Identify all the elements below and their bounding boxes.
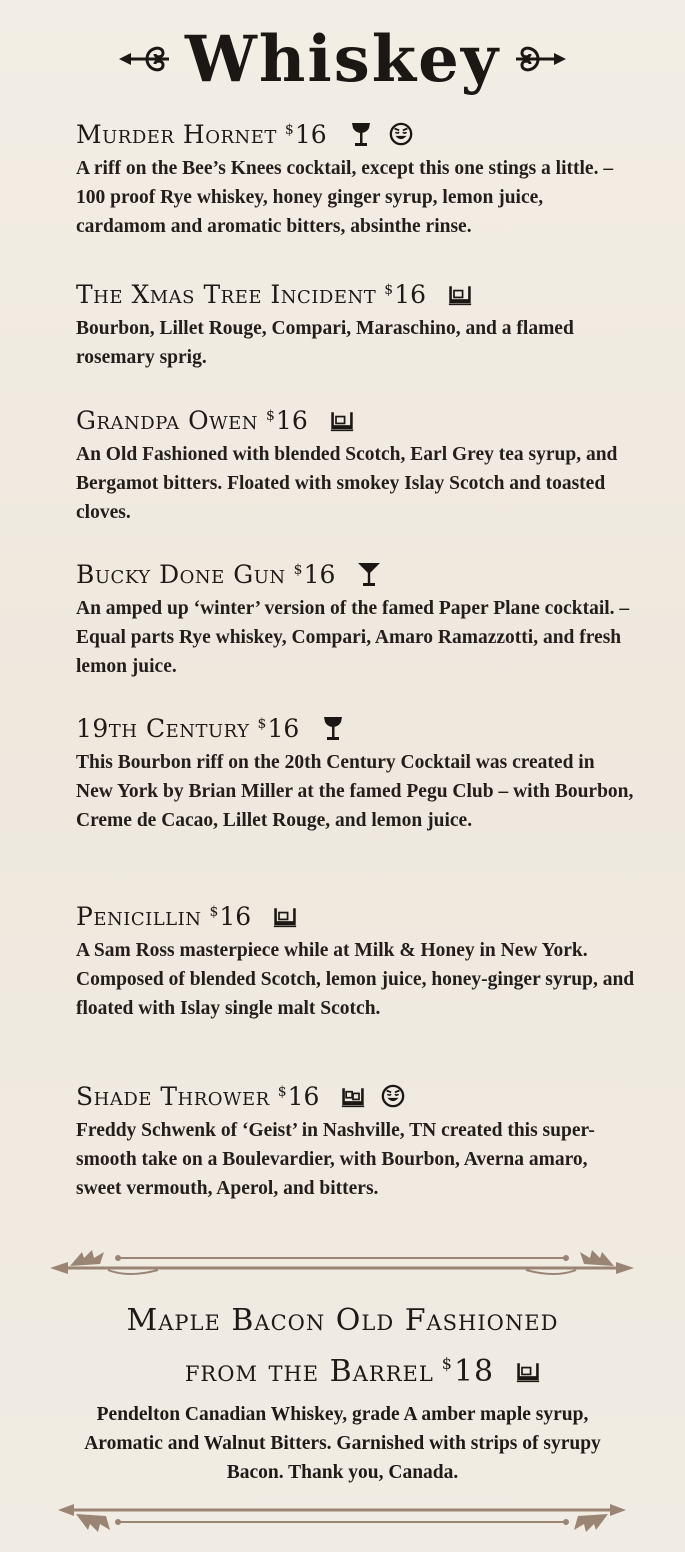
item-name: 19th Century (76, 713, 250, 743)
item-description: An amped up ‘winter’ version of the famed Paper Plane cocktail. – Equal parts Rye whiskey, Compari, Amaro Ramazzotti, and fresh lemon juice. (76, 598, 630, 677)
menu-item (76, 1078, 636, 1203)
featured-item-name: Maple Bacon Old Fashioned (126, 1303, 559, 1338)
coupe-glass-icon (321, 715, 345, 741)
menu-item (76, 402, 636, 527)
featured-item-price: $18 (441, 1353, 495, 1389)
item-description: Bourbon, Lillet Rouge, Compari, Maraschino, and a flamed rosemary sprig. (76, 318, 574, 368)
item-price: $16 (284, 119, 327, 149)
rocks-glass-icon (330, 407, 354, 433)
menu-item (76, 898, 636, 1023)
rocks-glass-ice-icon (341, 1083, 365, 1109)
item-price: $16 (266, 405, 308, 435)
featured-item-name-line2: from the Barrel (184, 1353, 434, 1389)
featured-item (0, 1296, 685, 1487)
menu-item (76, 710, 636, 835)
item-description: A riff on the Bee’s Knees cocktail, except this one stings a little. – 100 proof Rye whiskey, honey ginger syrup, lemon juice, cardamom and aromatic bitters, absinthe rinse. (76, 158, 614, 237)
smiley-icon (381, 1083, 405, 1109)
item-name: Bucky Done Gun (76, 559, 286, 589)
item-name: Penicillin (76, 901, 202, 931)
ornamental-divider (48, 1248, 636, 1284)
item-description: A Sam Ross masterpiece while at Milk & Honey in New York. Composed of blended Scotch, lemon juice, honey-ginger syrup, and floated with Islay single malt Scotch. (76, 940, 635, 1019)
item-price: $16 (209, 901, 252, 931)
item-name: Grandpa Owen (76, 405, 258, 435)
item-price: $16 (293, 559, 336, 589)
coupe-glass-icon (349, 121, 373, 147)
section-title: Whiskey (185, 21, 500, 97)
item-description: Freddy Schwenk of ‘Geist’ in Nashville, TN created this super-smooth take on a Boulevardier, with Bourbon, Averna amaro, sweet vermouth, Aperol, and bitters. (76, 1120, 595, 1199)
item-price: $16 (257, 713, 300, 743)
martini-glass-icon (357, 561, 381, 587)
menu-item (76, 276, 636, 372)
smiley-icon (389, 121, 413, 147)
item-name: Shade Thrower (76, 1081, 270, 1111)
item-name: Murder Hornet (76, 119, 277, 149)
rocks-glass-icon (273, 903, 297, 929)
item-price: $16 (384, 279, 426, 309)
item-name: The Xmas Tree Incident (76, 279, 377, 309)
menu-item (76, 556, 636, 681)
flourish-right-icon (514, 39, 568, 79)
section-header (0, 14, 685, 104)
rocks-glass-icon (448, 281, 472, 307)
rocks-glass-icon (516, 1358, 540, 1384)
item-price: $16 (277, 1081, 320, 1111)
menu-item (76, 116, 636, 241)
ornamental-divider-bottom (48, 1500, 636, 1536)
featured-item-description: Pendelton Canadian Whiskey, grade A amber maple syrup, Aromatic and Walnut Bitters. Garnished with strips of syrupy Bacon. Thank you, Canada. (84, 1404, 601, 1483)
flourish-left-icon (117, 39, 171, 79)
item-description: This Bourbon riff on the 20th Century Cocktail was created in New York by Brian Miller at the famed Pegu Club – with Bourbon, Creme de Cacao, Lillet Rouge, and lemon juice. (76, 752, 634, 831)
item-description: An Old Fashioned with blended Scotch, Earl Grey tea syrup, and Bergamot bitters. Floated with smokey Islay Scotch and toasted cloves. (76, 444, 618, 523)
